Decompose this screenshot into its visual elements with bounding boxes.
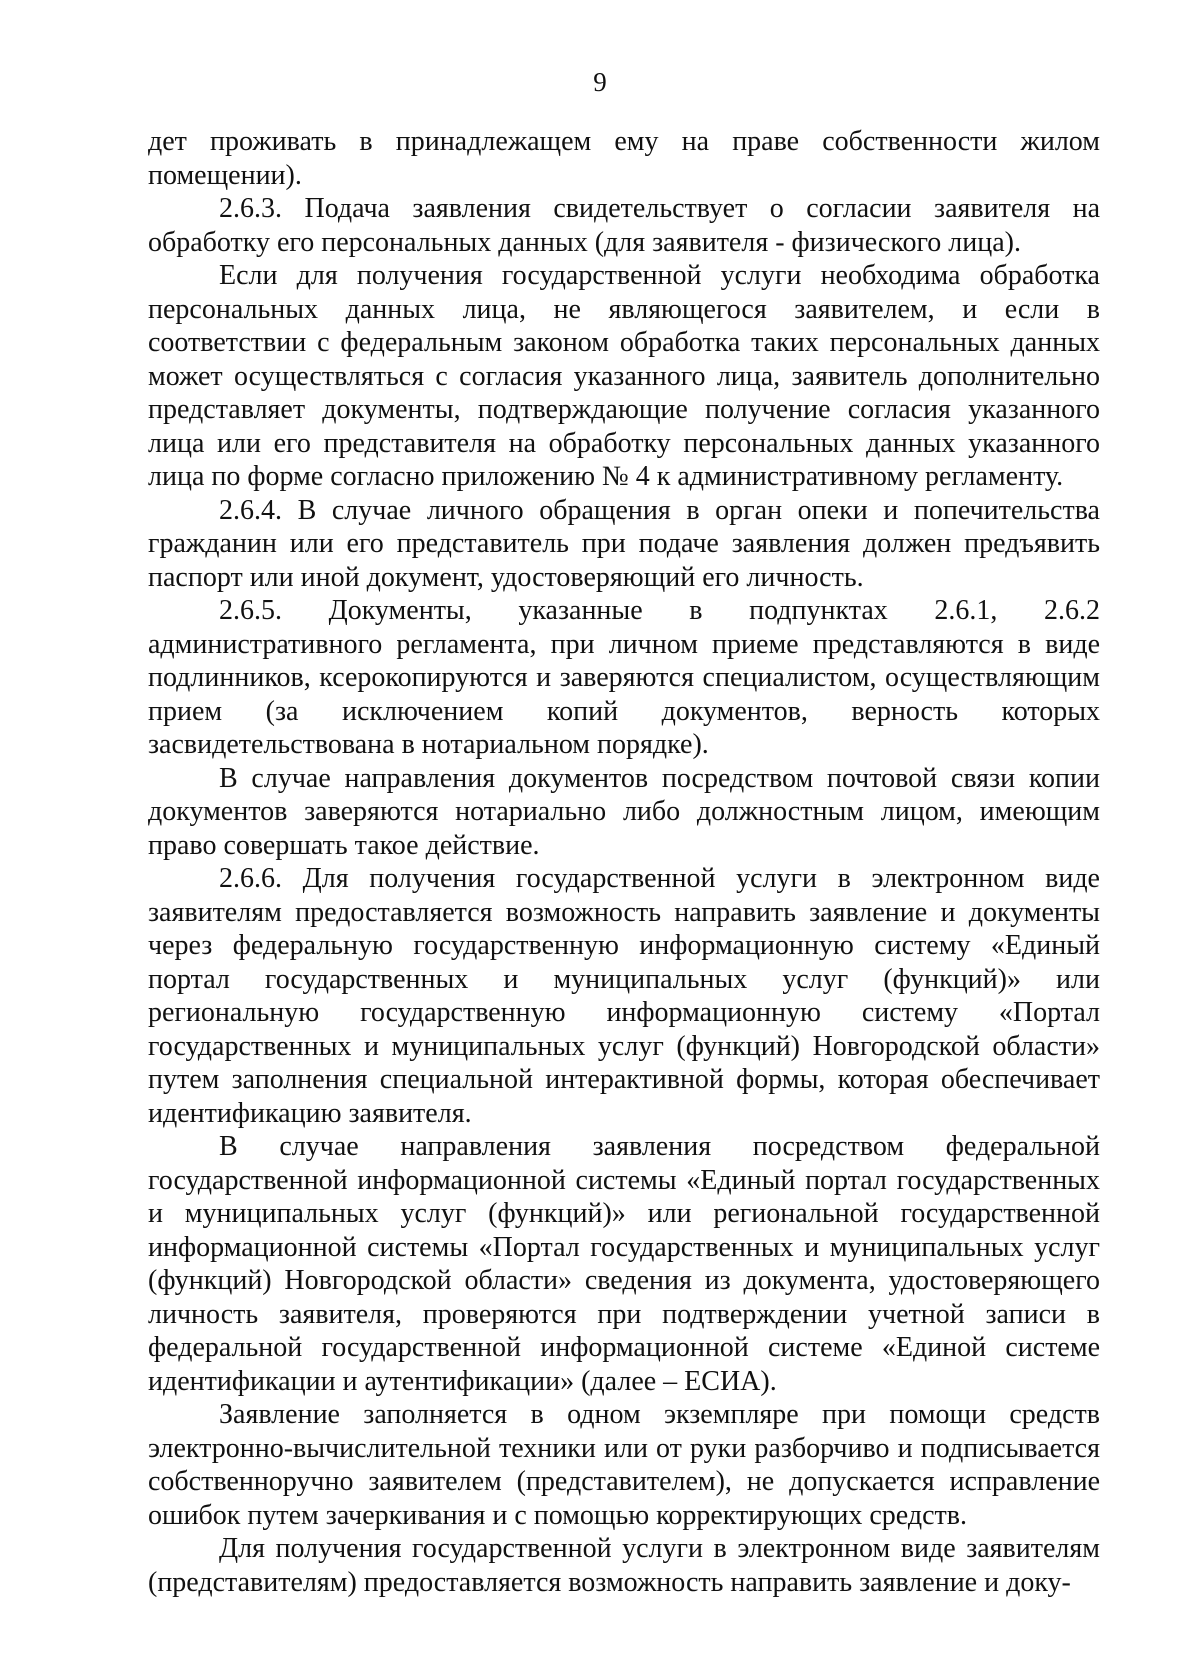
page-number: 9 [593, 67, 607, 97]
paragraph-continuation: дет проживать в принадлежащем ему на праве собственности жилом помещении). [148, 126, 1100, 191]
document-body [148, 125, 1100, 1599]
paragraph-esia-verification: В случае направления заявления посредством федеральной государственной информационной системы «Единый портал государственных и муниципальных услуг (функций)» или региональной государственной информационной системы «Портал государственных и муниципальных услуг (функций) Новгородской области» сведения из документа, удостоверяющего личность заявителя, проверяются при подтверждении учетной записи в федеральной государственной информационной системе «Единой системе идентификации и аутентификации» (далее – ЕСИА). [148, 1131, 1100, 1397]
paragraph-2-6-5: 2.6.5. Документы, указанные в подпунктах 2.6.1, 2.6.2 административного регламента, при личном приеме представляются в виде подлинников, ксерокопируются и заверяются специалистом, осуществляющим прием (за исключением копий документов, верность которых засвидетельствована в нотариальном порядке). [148, 595, 1100, 760]
paragraph-postal-copies: В случае направления документов посредством почтовой связи копии документов заверяются нотариально либо должностным лицом, имеющим право совершать такое действие. [148, 762, 1100, 861]
paragraph-application-filling: Заявление заполняется в одном экземпляре при помощи средств электронно-вычислительной техники или от руки разборчиво и подписывается собственноручно заявителем (представителем), не допускается исправление ошибок путем зачеркивания и с помощью корректирующих средств. [148, 1399, 1100, 1531]
paragraph-personal-data-consent: Если для получения государственной услуги необходима обработка персональных данных лица, не являющегося заявителем, и если в соответствии с федеральным законом обработка таких персональных данных может осуществляться с согласия указанного лица, заявитель дополнительно представляет документы, подтверждающие получение согласия указанного лица или его представителя на обработку персональных данных указанного лица по форме согласно приложению № 4 к административному регламенту. [148, 260, 1100, 492]
paragraph-2-6-3: 2.6.3. Подача заявления свидетельствует о согласии заявителя на обработку его персональных данных (для заявителя - физического лица). [148, 193, 1100, 258]
paragraph-2-6-6: 2.6.6. Для получения государственной услуги в электронном виде заявителям предоставляется возможность направить заявление и документы через федеральную государственную информационную систему «Единый портал государственных и муниципальных услуг (функций)» или региональную государственную информационную систему «Портал государственных и муниципальных услуг (функций) Новгородской области» путем заполнения специальной интерактивной формы, которая обеспечивает идентификацию заявителя. [148, 863, 1100, 1129]
paragraph-2-6-4: 2.6.4. В случае личного обращения в орган опеки и попечительства гражданин или его представитель при подаче заявления должен предъявить паспорт или иной документ, удостоверяющий его личность. [148, 494, 1100, 593]
paragraph-electronic-submission: Для получения государственной услуги в электронном виде заявителям (представителям) предоставляется возможность направить заявление и доку- [148, 1533, 1100, 1598]
